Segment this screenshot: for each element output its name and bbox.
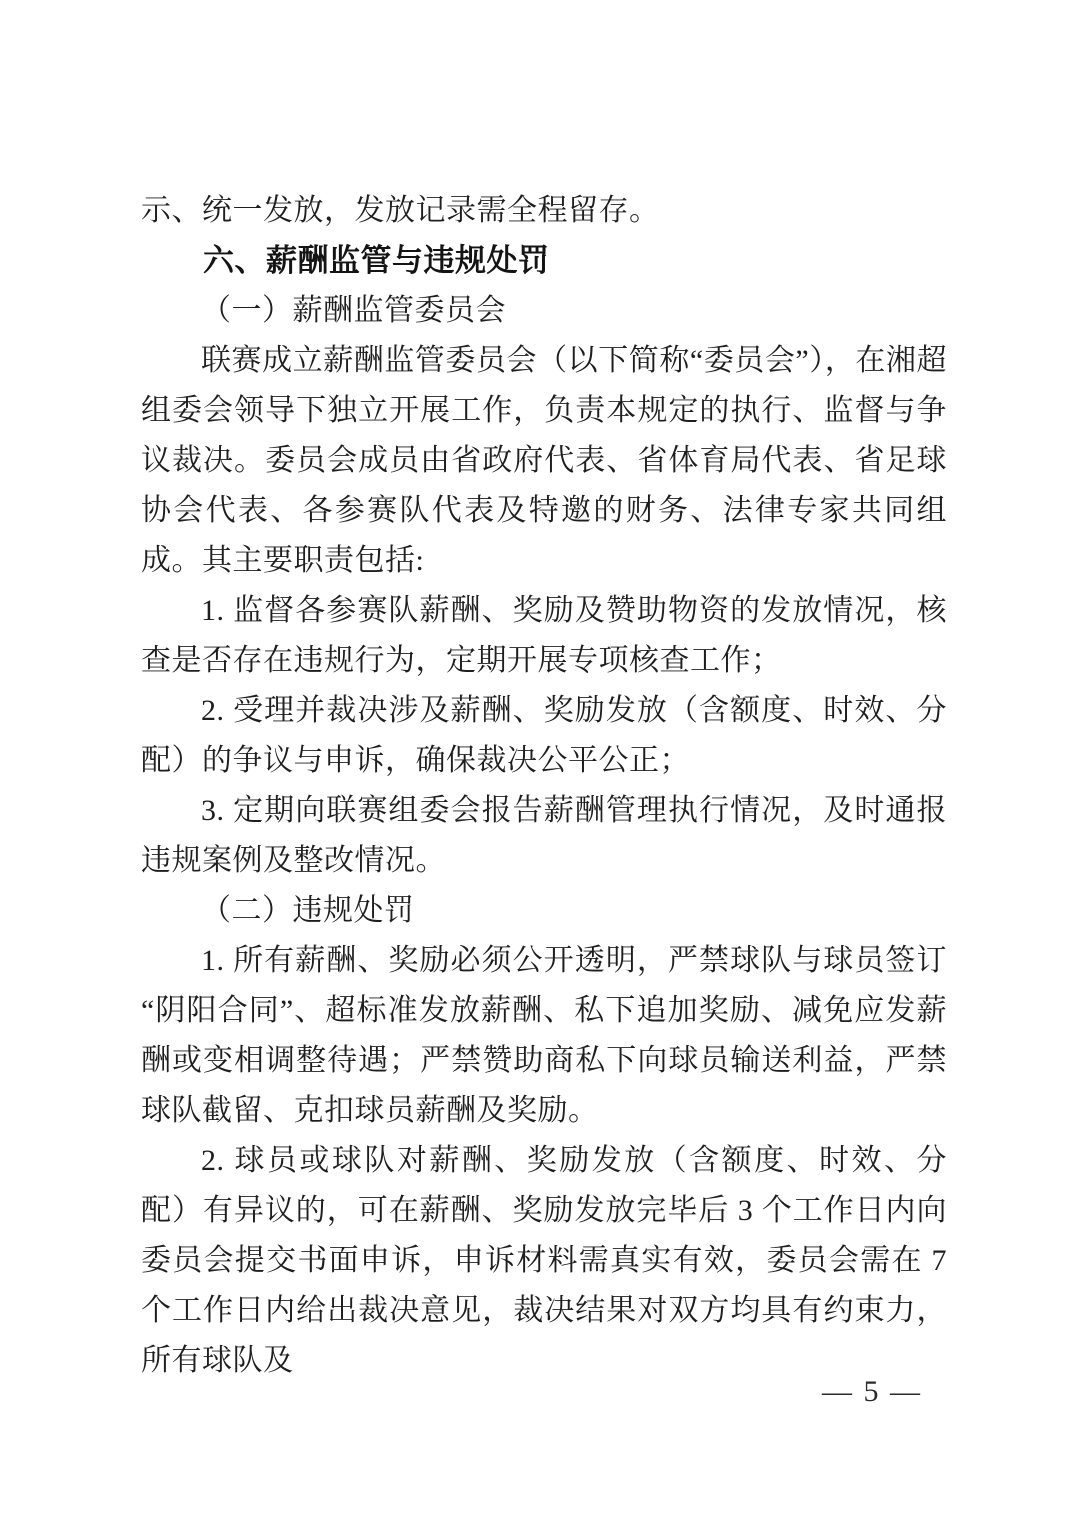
subsection-1-item-1: 1. 监督各参赛队薪酬、奖励及赞助物资的发放情况，核查是否存在违规行为，定期开展专项核查工作；	[141, 594, 947, 677]
subsection-2-item-2: 2. 球员或球队对薪酬、奖励发放（含额度、时效、分配）有异议的，可在薪酬、奖励发放完毕后 3 个工作日内向委员会提交书面申诉，申诉材料需真实有效，委员会需在 7 个工作日内给出裁决意见，裁决结果对双方均具有约束力，所有球队及	[141, 1144, 947, 1377]
document-content	[141, 186, 947, 1386]
subsection-1-item-2: 2. 受理并裁决涉及薪酬、奖励发放（含额度、时效、分配）的争议与申诉，确保裁决公平公正；	[141, 694, 947, 777]
subsection-1-paragraph: 联赛成立薪酬监管委员会（以下简称“委员会”），在湘超组委会领导下独立开展工作，负责本规定的执行、监督与争议裁决。委员会成员由省政府代表、省体育局代表、省足球协会代表、各参赛队代表及特邀的财务、法律专家共同组成。其主要职责包括:	[141, 344, 947, 577]
subsection-1-heading: （一）薪酬监管委员会	[201, 294, 506, 327]
page-number: — 5 —	[822, 1375, 922, 1408]
subsection-2-heading: （二）违规处罚	[201, 894, 415, 927]
section-heading: 六、薪酬监管与违规处罚	[203, 243, 550, 278]
subsection-2-item-1: 1. 所有薪酬、奖励必须公开透明，严禁球队与球员签订“阴阳合同”、超标准发放薪酬、私下追加奖励、减免应发薪酬或变相调整待遇；严禁赞助商私下向球员输送利益，严禁球队截留、克扣球员薪酬及奖励。	[141, 944, 947, 1127]
carryover-line: 示、统一发放，发放记录需全程留存。	[141, 194, 660, 227]
subsection-1-item-3: 3. 定期向联赛组委会报告薪酬管理执行情况，及时通报违规案例及整改情况。	[141, 794, 947, 877]
